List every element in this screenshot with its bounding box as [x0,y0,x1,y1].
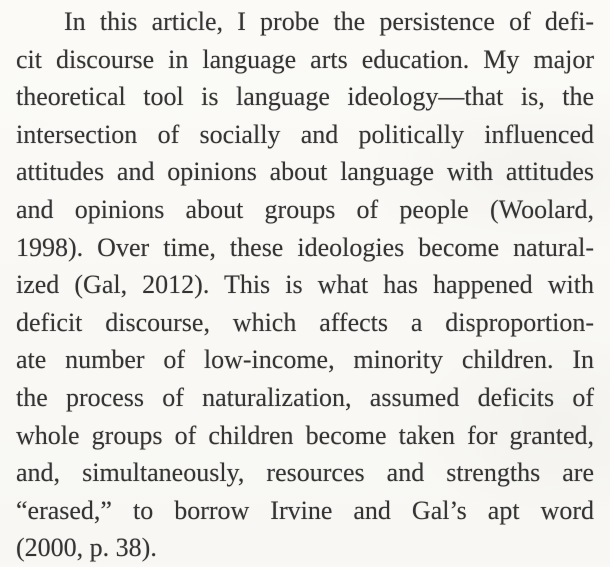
text-line: intersection of socially and politically influenced [16,119,594,149]
text-line: ized (Gal, 2012). This is what has happened with [16,270,594,300]
text-line: theoretical tool is language ideology—that is, the [16,82,594,112]
text-line: cit discourse in language arts education. My major [16,44,594,74]
text-line: ate number of low-income, minority children. In [16,345,594,375]
text-line: “erased,” to borrow Irvine and Gal’s apt word [16,495,594,525]
text-line: and, simultaneously, resources and strengths are [16,458,594,488]
text-line: whole groups of children become taken for granted, [16,420,594,450]
text-line: 1998). Over time, these ideologies become natural- [16,232,594,262]
text-line: and opinions about groups of people (Woolard, [16,194,594,224]
text-line: In this article, I probe the persistence of defi- [64,7,594,36]
article-paragraph [16,3,594,567]
text-line: the process of naturalization, assumed deficits of [16,382,594,412]
text-line: (2000, p. 38). [16,533,157,563]
text-line: attitudes and opinions about language with attitudes [16,157,594,187]
text-line: deficit discourse, which affects a disproportion- [16,307,594,337]
